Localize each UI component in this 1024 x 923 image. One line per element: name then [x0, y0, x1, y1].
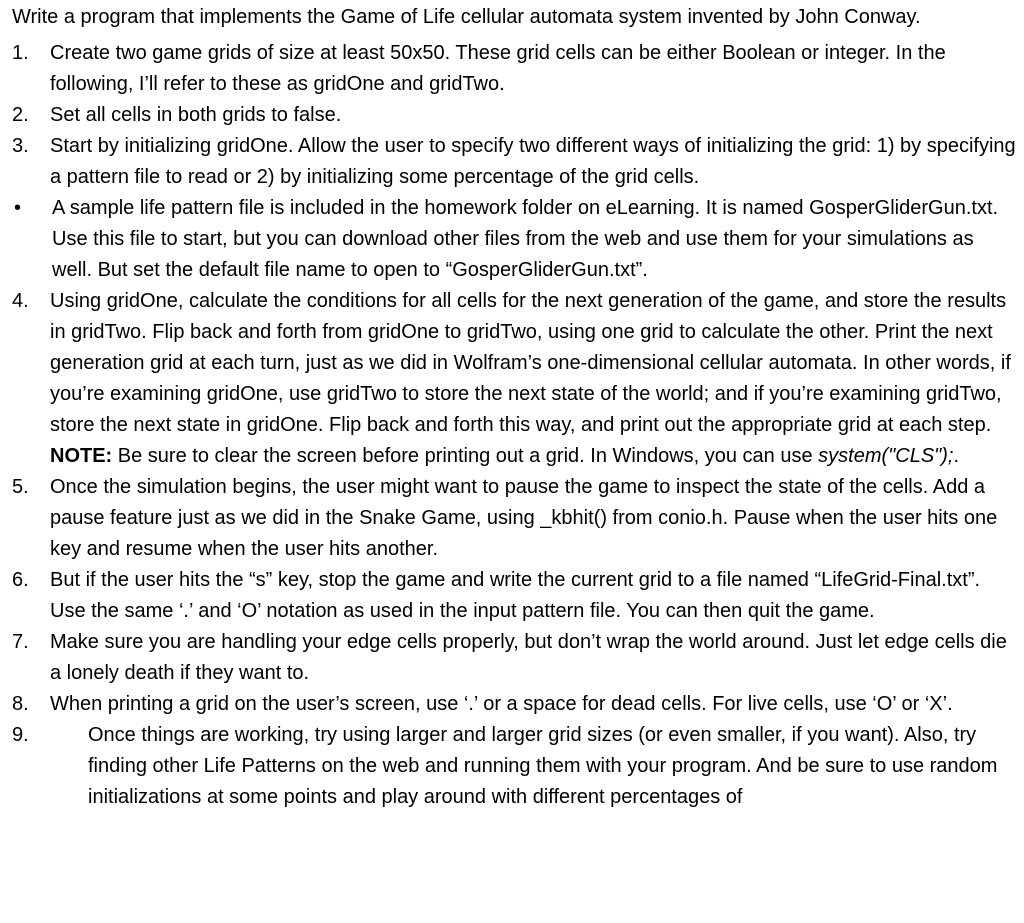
list-item — [12, 565, 1018, 627]
list-marker: 8. — [12, 693, 29, 715]
list-item-text: Start by initializing gridOne. Allow the user to specify two different ways of initializing the grid: 1) by specifying a pattern file to read or 2) by initializing some percentage of the grid cells. — [50, 135, 1016, 188]
instruction-list — [12, 38, 1018, 813]
list-item — [12, 100, 1018, 131]
intro-paragraph: Write a program that implements the Game of Life cellular automata system invented by John Conway. — [12, 6, 921, 28]
list-marker: 9. — [12, 724, 29, 746]
list-item-text: Using gridOne, calculate the conditions for all cells for the next generation of the game, and store the results in gridTwo. Flip back and forth from gridOne to gridTwo, using one grid to calculate the other. Print the next generation grid at each turn, just as we did in Wolfram’s one-dimensional cellular automata. In other words, if you’re examining gridOne, use gridTwo to store the next state of the world; and if you’re examining gridTwo, store the next state in gridOne. Flip back and forth this way, and print out the appropriate grid at each step. — [50, 290, 1011, 436]
list-marker: 1. — [12, 42, 29, 64]
list-marker: 6. — [12, 569, 29, 591]
list-marker: 3. — [12, 135, 29, 157]
list-item-text: Set all cells in both grids to false. — [50, 104, 342, 126]
list-marker: 4. — [12, 290, 29, 312]
list-item — [12, 131, 1018, 193]
list-marker: 2. — [12, 104, 29, 126]
list-item-text: A sample life pattern file is included in the homework folder on eLearning. It is named GosperGliderGun.txt. Use this file to start, but you can download other files from the web and use them for your simulations as well. But set the default file name to open to “GosperGliderGun.txt”. — [52, 197, 999, 281]
list-item — [12, 286, 1018, 472]
list-item-text: When printing a grid on the user’s screen, use ‘.’ or a space for dead cells. For live cells, use ‘O’ or ‘X’. — [50, 693, 953, 715]
list-item-text: Once the simulation begins, the user might want to pause the game to inspect the state of the cells. Add a pause feature just as we did in the Snake Game, using _kbhit() from conio.h. Pause when the user hits one key and resume when the user hits another. — [50, 476, 998, 560]
note-label: NOTE: — [50, 445, 113, 467]
list-item-content — [50, 286, 1018, 472]
list-item-text: But if the user hits the “s” key, stop the game and write the current grid to a file named “LifeGrid-Final.txt”. Use the same ‘.’ and ‘O’ notation as used in the input pattern file. You can then quit the game. — [50, 569, 981, 622]
note-text: Be sure to clear the screen before printing out a grid. In Windows, you can use — [112, 445, 819, 467]
list-marker: 5. — [12, 476, 29, 498]
list-item — [12, 193, 1018, 286]
list-item — [12, 472, 1018, 565]
document — [12, 0, 1018, 813]
list-item-text: Make sure you are handling your edge cells properly, but don’t wrap the world around. Just let edge cells die a lonely death if they want to. — [50, 631, 1007, 684]
list-item — [12, 689, 1018, 720]
list-item — [12, 627, 1018, 689]
note-end: . — [953, 445, 960, 467]
note-code: system("CLS"); — [818, 445, 954, 467]
list-item — [12, 720, 1018, 813]
list-item-text: Create two game grids of size at least 50x50. These grid cells can be either Boolean or integer. In the following, I’ll refer to these as gridOne and gridTwo. — [50, 42, 946, 95]
list-item-text: Once things are working, try using larger and larger grid sizes (or even smaller, if you want). Also, try finding other Life Patterns on the web and running them with your program. And be sure to use random initializations at some points and play around with different percentages of — [88, 724, 998, 808]
list-item — [12, 38, 1018, 100]
list-marker: 7. — [12, 631, 29, 653]
bullet-marker: • — [14, 197, 22, 219]
